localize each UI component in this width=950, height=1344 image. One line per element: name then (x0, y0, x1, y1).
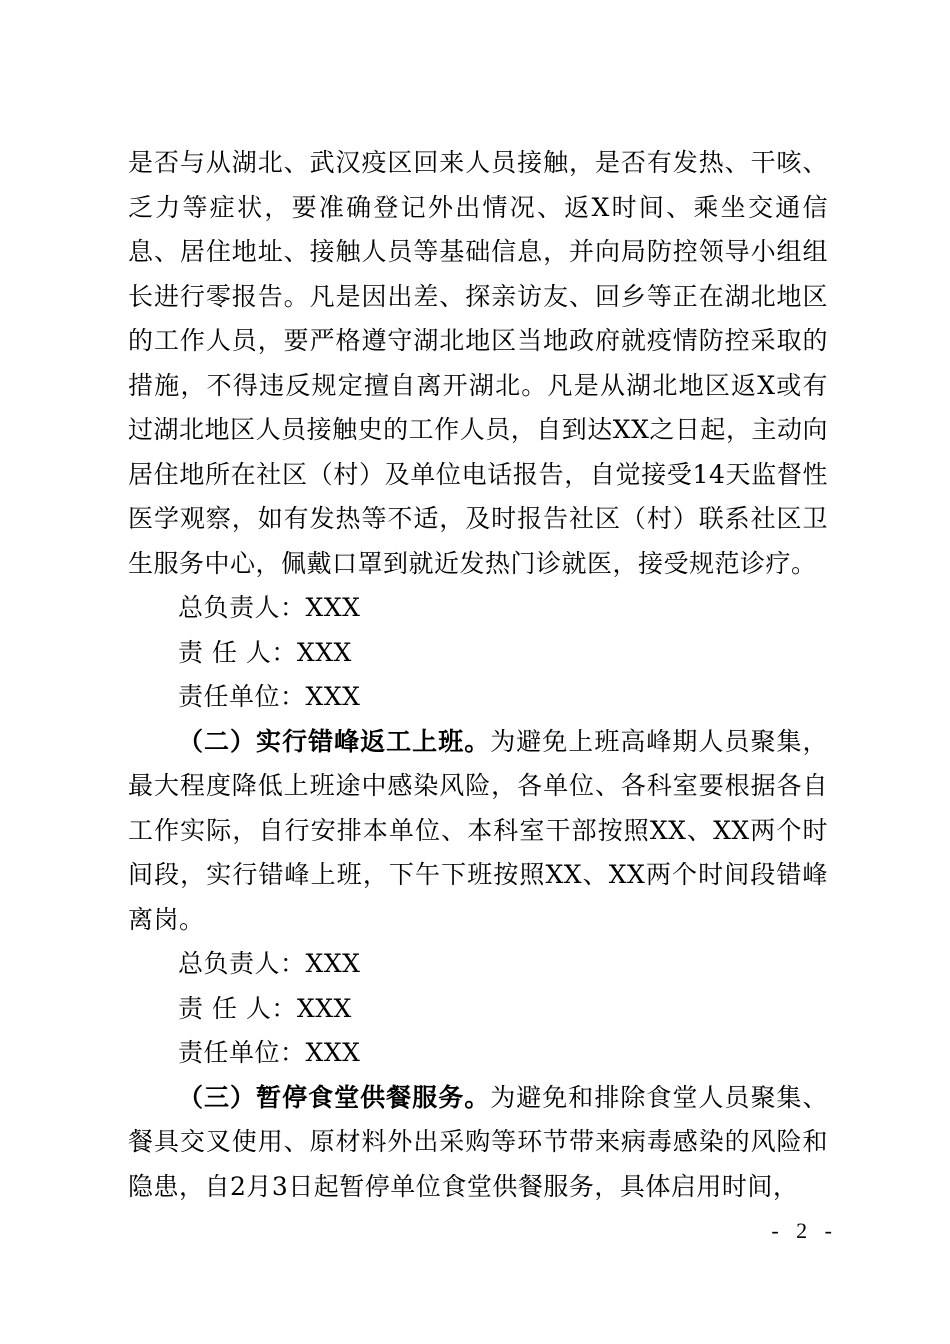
section-2-body: 为避免上班高峰期人员聚集，最大程度降低上班途中感染风险，各单位、各科室要根据各自工作实际，自行安排本单位、本科室干部按照XX、XX两个时间段，实行错峰上班，下午下班按照XX、XX两个时间段错峰离岗。 (128, 726, 828, 934)
responsible-unit-label: 责任单位： (178, 1038, 306, 1067)
responsible-person-value: XXX (296, 637, 352, 667)
section-3-body: 为避免和排除食堂人员聚集、餐具交叉使用、原材料外出采购等环节带来病毒感染的风险和隐患，自2月3日起暂停单位食堂供餐服务，具体启用时间， (128, 1082, 828, 1201)
overall-responsible-line (128, 586, 828, 631)
overall-responsible-label: 总负责人： (178, 593, 306, 622)
page-number: - 2 - (771, 1218, 838, 1243)
responsible-person-line (128, 631, 828, 676)
responsible-unit-label: 责任单位： (178, 682, 306, 711)
responsible-person-label: 责 任 人： (178, 993, 297, 1023)
overall-responsible-value: XXX (305, 593, 361, 622)
responsibility-block-1 (128, 586, 828, 720)
section-2-heading: （二）实行错峰返工上班。 (178, 726, 491, 756)
responsible-person-line (128, 987, 828, 1032)
section-3-heading: （三）暂停食堂供餐服务。 (178, 1082, 491, 1112)
responsible-unit-value: XXX (305, 682, 361, 711)
overall-responsible-label: 总负责人： (178, 949, 306, 978)
responsible-unit-line (128, 1031, 828, 1076)
responsibility-block-2 (128, 942, 828, 1076)
responsible-unit-line (128, 675, 828, 720)
section-3-paragraph (128, 1076, 828, 1210)
section-2-paragraph (128, 720, 828, 943)
overall-responsible-value: XXX (305, 949, 361, 978)
continuation-paragraph: 是否与从湖北、武汉疫区回来人员接触，是否有发热、干咳、乏力等症状，要准确登记外出情况、返X时间、乘坐交通信息、居住地址、接触人员等基础信息，并向局防控领导小组组长进行零报告。凡是因出差、探亲访友、回乡等正在湖北地区的工作人员，要严格遵守湖北地区当地政府就疫情防控采取的措施，不得违反规定擅自离开湖北。凡是从湖北地区返X或有过湖北地区人员接触史的工作人员，自到达XX之日起，主动向居住地所在社区（村）及单位电话报告，自觉接受14天监督性医学观察，如有发热等不适，及时报告社区（村）联系社区卫生服务中心，佩戴口罩到就近发热门诊就医，接受规范诊疗。 (128, 148, 828, 578)
responsible-person-value: XXX (296, 993, 352, 1023)
responsible-unit-value: XXX (305, 1038, 361, 1067)
responsible-person-label: 责 任 人： (178, 637, 297, 667)
overall-responsible-line (128, 942, 828, 987)
document-page (128, 141, 828, 1209)
